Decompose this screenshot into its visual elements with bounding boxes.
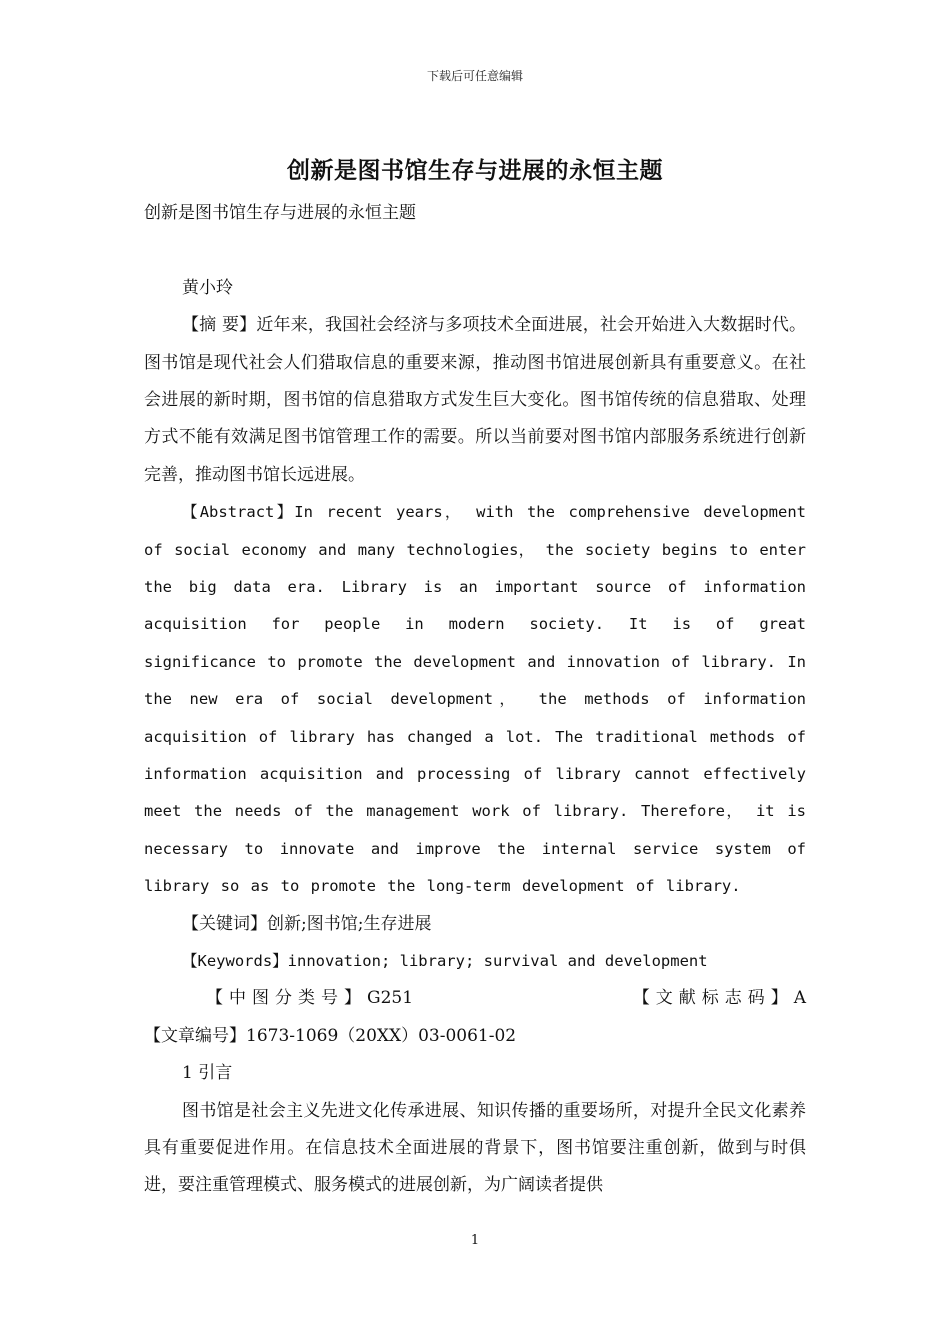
keywords-en-label: 【Keywords】 xyxy=(182,952,288,971)
doc-code-label: 【文献标志码】 xyxy=(632,988,794,1009)
doc-code-field xyxy=(633,980,806,1017)
header-note: 下载后可任意编辑 xyxy=(426,69,523,83)
clc-field xyxy=(206,980,413,1017)
document-title: 创新是图书馆生存与进展的永恒主题 xyxy=(287,157,663,184)
article-number-label: 【文章编号】 xyxy=(144,1025,246,1046)
classification-row xyxy=(144,980,806,1017)
section-paragraph: 图书馆是社会主义先进文化传承进展、知识传播的重要场所，对提升全民文化素养具有重要促进作用。在信息技术全面进展的背景下，图书馆要注重创新，做到与时俱进，要注重管理模式、服务模式的进展创新，为广阔读者提供 xyxy=(144,1100,806,1196)
doc-code-value: A xyxy=(793,988,806,1009)
document-subtitle: 创新是图书馆生存与进展的永恒主题 xyxy=(144,203,416,223)
abstract-cn xyxy=(144,307,806,494)
keywords-en xyxy=(144,943,806,980)
abstract-en-text: In recent years， with the comprehensive development of social economy and many technologies， the society begins to enter the big data era. Library is an important source of information acquisition for people in modern society. It is of great significance to promote the development and innovation of library. In the new era of social development， the methods of information acquisition of library has changed a lot. The traditional methods of information acquisition and processing of library cannot effectively meet the needs of the management work of library. Therefore， it is necessary to innovate and improve the internal service system of library so as to promote the long-term development of library. xyxy=(144,503,807,896)
abstract-cn-text: 近年来，我国社会经济与多项技术全面进展，社会开始进入大数据时代。图书馆是现代社会人们猎取信息的重要来源，推动图书馆进展创新具有重要意义。在社会进展的新时期，图书馆的信息猎取方式发生巨大变化。图书馆传统的信息猎取、处理方式不能有效满足图书馆管理工作的需要。所以当前要对图书馆内部服务系统进行创新完善，推动图书馆长远进展。 xyxy=(144,315,807,485)
abstract-en xyxy=(144,494,806,905)
document-body xyxy=(144,195,806,1205)
keywords-en-text: innovation; library; survival and development xyxy=(287,952,708,971)
keywords-cn-text: 创新;图书馆;生存进展 xyxy=(267,913,432,934)
page-number: 1 xyxy=(470,1233,480,1248)
abstract-en-label: 【Abstract】 xyxy=(182,503,295,522)
keywords-cn xyxy=(144,906,806,943)
article-number-value: 1673-1069（20XX）03-0061-02 xyxy=(246,1025,517,1046)
abstract-cn-label: 【摘 要】 xyxy=(182,315,257,336)
clc-value: G251 xyxy=(367,988,414,1009)
author-name: 黄小玲 xyxy=(182,277,233,298)
clc-label: 【中图分类号】 xyxy=(206,988,367,1009)
article-number xyxy=(144,1018,806,1055)
keywords-cn-label: 【关键词】 xyxy=(182,913,267,934)
section-heading: 1 引言 xyxy=(182,1063,233,1084)
blank-line xyxy=(144,232,806,269)
